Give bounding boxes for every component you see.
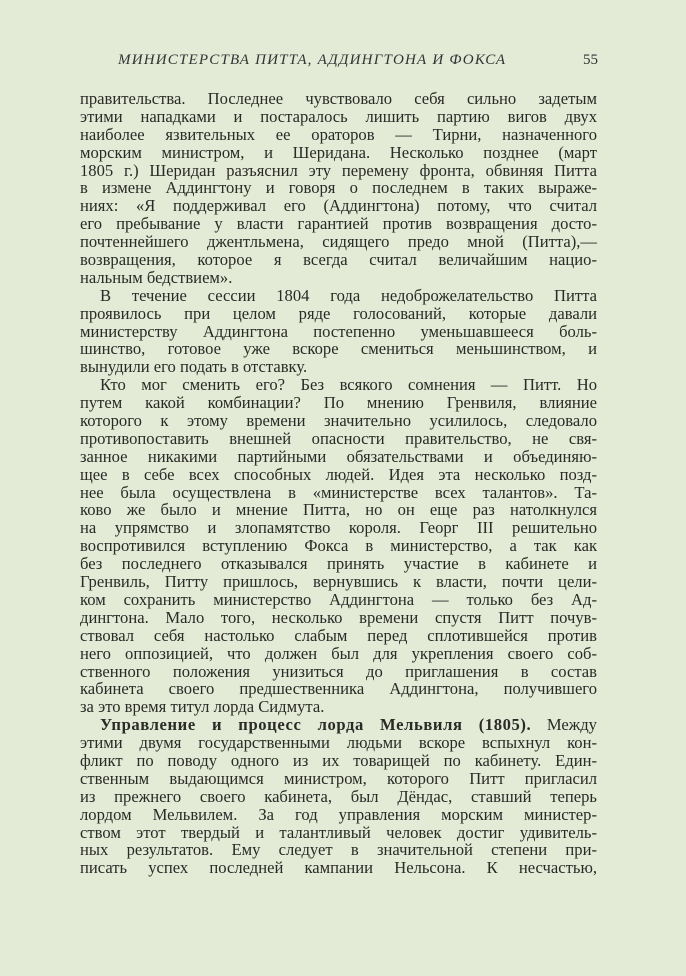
paragraph — [80, 90, 597, 287]
text-line: без последнего отказывался принять участие в кабинете и — [80, 554, 597, 574]
text-line: дингтона. Мало того, несколько времени спустя Питт почув- — [80, 607, 597, 627]
running-title: МИНИСТЕРСТВА ПИТТА, АДДИНГТОНА И ФОКСА — [118, 52, 507, 68]
text-line: Гренвиль, Питту пришлось, вернувшись к власти, почти цели- — [80, 572, 597, 592]
text-line: ством этот твердый и талантливый человек достиг удивитель- — [80, 822, 597, 842]
text-line: на упрямство и злопамятство короля. Георг III решительно — [80, 518, 597, 538]
text-line: фликт по поводу одного из их товарищей по кабинету. Един- — [80, 750, 597, 770]
text-line: кабинета своего предшественника Аддингтона, получившего — [80, 679, 597, 699]
paragraph — [80, 716, 597, 877]
page-number: 55 — [583, 52, 598, 68]
text-line: этими двумя государственными людьми вскоре вспыхнул кон- — [80, 733, 597, 753]
text-line: которого к этому времени значительно усилилось, следовало — [80, 411, 597, 431]
text-line: этими нападками и постаралось лишить партию вигов двух — [80, 106, 597, 126]
text-line: В течение сессии 1804 года недоброжелательство Питта — [100, 285, 597, 305]
text-line: ком сохранить министерство Аддингтона — только без Ад- — [80, 589, 597, 609]
paragraph — [80, 287, 597, 376]
text-line: ствовал себя настолько слабым перед сплотившейся против — [80, 625, 597, 645]
text-line: возвращения, которое я всегда считал величайшим нацио- — [80, 250, 597, 270]
text-line: в измене Аддингтону и говоря о последнем в таких выраже- — [80, 178, 597, 198]
text-line: него оппозицией, что должен был для укрепления своего соб- — [80, 643, 597, 663]
text-line: проявилось при целом ряде голосований, которые давали — [80, 303, 597, 323]
text-line: за это время титул лорда Сидмута. — [80, 697, 325, 717]
text-line: ково же было и мнение Питта, но он еще раз натолкнулся — [80, 500, 597, 520]
text-line: правительства. Последнее чувствовало себя сильно задетым — [80, 89, 597, 108]
text-line: наиболее язвительных ее ораторов — Тирни, назначенного — [80, 124, 597, 144]
text-line: нальным бедствием». — [80, 267, 233, 287]
text-line: противопоставить внешней опасности правительство, не свя- — [80, 428, 597, 448]
text-line: ственным выдающимся министром, которого Питт пригласил — [80, 768, 597, 788]
text-line: ных результатов. Ему следует в значительной степени при- — [80, 840, 597, 860]
text-line-content: Между — [531, 715, 597, 735]
text-line: Кто мог сменить его? Без всякого сомнения — Питт. Но — [100, 375, 597, 395]
text-line: из прежнего своего кабинета, был Дёндас, ставший теперь — [80, 786, 597, 806]
page-header — [118, 52, 598, 72]
text-line — [80, 716, 597, 734]
text-line: морским министром, и Шеридана. Несколько позднее (март — [80, 142, 597, 162]
text-line: вынудили его подать в отставку. — [80, 357, 308, 377]
body-text — [80, 90, 597, 877]
text-line: нее была осуществлена в «министерстве всех талантов». Та- — [80, 482, 597, 502]
text-line: лордом Мельвилем. За год управления морским министер- — [80, 804, 597, 824]
paragraph — [80, 376, 597, 716]
text-line: воспротивился вступлению Фокса в министерство, а так как — [80, 536, 597, 556]
text-line: щее в себе всех способных людей. Идея эта несколько позд- — [80, 464, 597, 484]
text-line: писать успех последней кампании Нельсона. К несчастью, — [80, 858, 597, 878]
text-line: путем какой комбинации? По мнению Гренвиля, влияние — [80, 393, 597, 413]
text-line: занное никакими партийными обязательствами и объединяю- — [80, 446, 597, 466]
text-line: шинство, готовое уже вскоре смениться меньшинством, и — [80, 339, 597, 359]
text-line: министерству Аддингтона постепенно уменьшавшееся боль- — [80, 321, 597, 341]
text-line: его пребывание у власти гарантией против возвращения досто- — [80, 214, 597, 234]
text-line: почтеннейшего джентльмена, сидящего предо мной (Питта),— — [80, 232, 597, 252]
section-heading: Управление и процесс лорда Мельвиля (1805). — [100, 715, 532, 735]
text-line: 1805 г.) Шеридан разъяснил эту перемену фронта, обвиняя Питта — [80, 160, 597, 180]
text-line: ственного положения унизиться до приглашения в состав — [80, 661, 597, 681]
text-line: ниях: «Я поддерживал его (Аддингтона) потому, что считал — [80, 196, 597, 216]
